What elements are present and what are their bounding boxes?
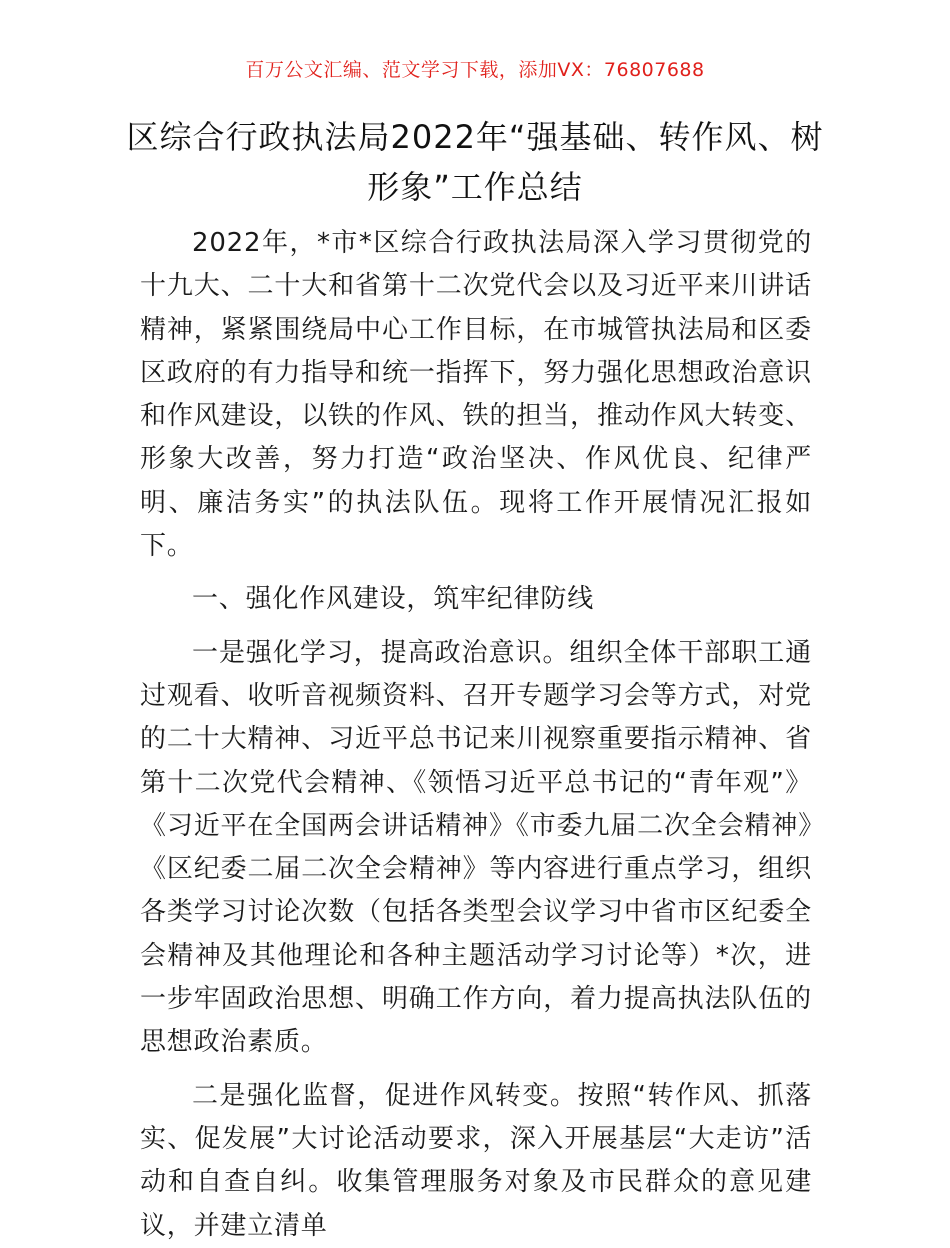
document-body — [140, 222, 812, 1248]
paragraph-intro: 2022年，*市*区综合行政执法局深入学习贯彻党的十九大、二十大和省第十二次党代会以及习近平来川讲话精神，紧紧围绕局中心工作目标，在市城管执法局和区委区政府的有力指导和统一指挥下，努力强化思想政治意识和作风建设，以铁的作风、铁的担当，推动作风大转变、形象大改善，努力打造“政治坚决、作风优良、纪律严明、廉洁务实”的执法队伍。现将工作开展情况汇报如下。 — [140, 228, 812, 562]
section-heading: 一、强化作风建设，筑牢纪律防线 — [192, 584, 595, 615]
paragraph-study: 一是强化学习，提高政治意识。组织全体干部职工通过观看、收听音视频资料、召开专题学习会等方式，对党的二十大精神、习近平总书记来川视察重要指示精神、省第十二次党代会精神、《领悟习近平总书记的“青年观”》《习近平在全国两会讲话精神》《市委九届二次全会精神》《区纪委二届二次全会精神》等内容进行重点学习，组织各类学习讨论次数（包括各类型会议学习中省市区纪委全会精神及其他理论和各种主题活动学习讨论等）*次，进一步牢固政治思想、明确工作方向，着力提高执法队伍的思想政治素质。 — [140, 637, 812, 1058]
document-title: 区综合行政执法局2022年“强基础、转作风、树形象”工作总结 — [126, 118, 824, 206]
paragraph-supervision: 二是强化监督，促进作风转变。按照“转作风、抓落实、促发展”大讨论活动要求，深入开展基层“大走访”活动和自查自纠。收集管理服务对象及市民群众的意见建议，并建立清单 — [140, 1080, 812, 1241]
header-notice: 百万公文汇编、范文学习下载，添加VX：76807688 — [245, 59, 705, 81]
